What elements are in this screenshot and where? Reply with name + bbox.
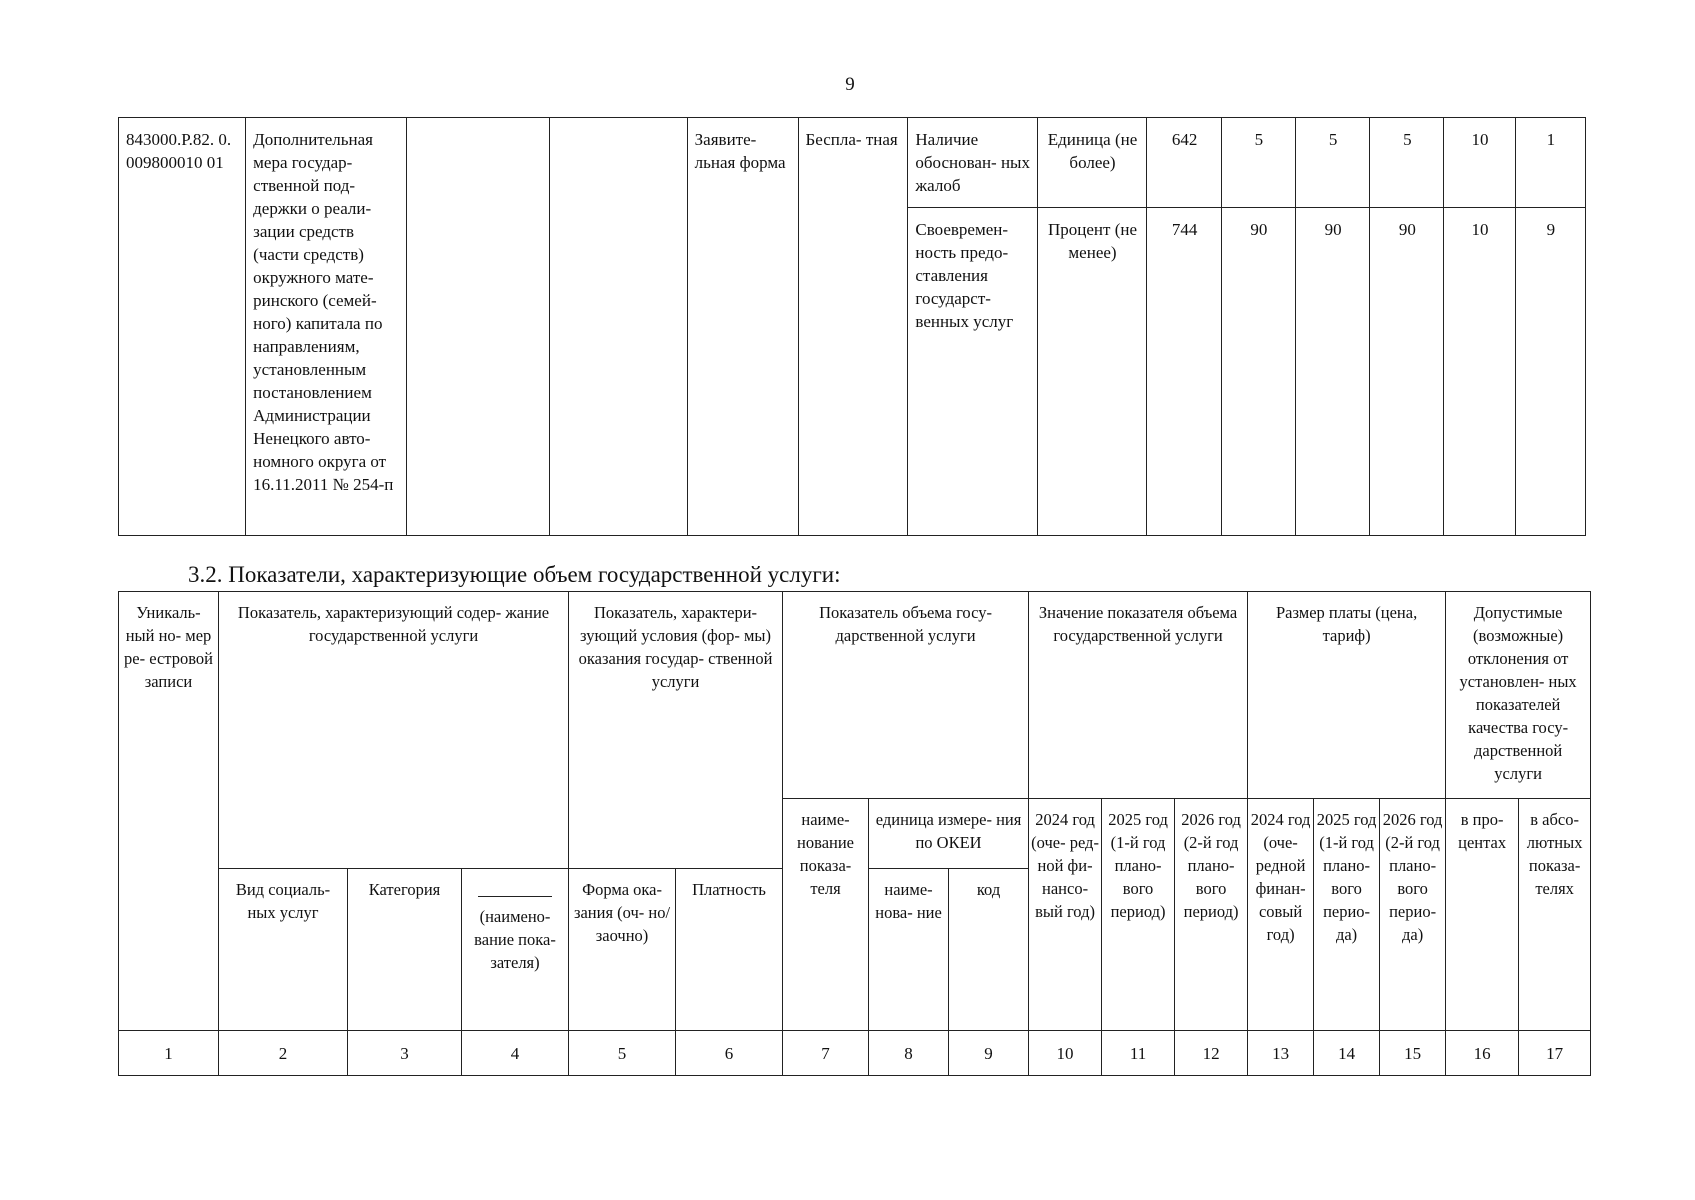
indicator-code-cell: 642 bbox=[1147, 118, 1221, 208]
header-payment: Платность bbox=[676, 869, 783, 1031]
value-2026-cell: 90 bbox=[1370, 208, 1444, 536]
header-unit-code: код bbox=[949, 869, 1029, 1031]
header-deviation-abs: в абсо- лютных показа- телях bbox=[1519, 799, 1591, 1031]
column-number: 8 bbox=[869, 1031, 949, 1076]
service-name-cell: Дополнительная мера государ- ственной под- держки о реали- зации средств (части средств) окружного мате- ринского (семей- ного) капитала по направлениям, установленным постановлением Администрации Ненецкого авто- номного округа от 16.11.2011 № 254-п bbox=[246, 118, 407, 536]
header-unique-number: Уникаль- ный но- мер ре- естровой записи bbox=[119, 592, 219, 1031]
page-number: 9 bbox=[845, 74, 855, 95]
header-unit-name: наиме- нова- ние bbox=[869, 869, 949, 1031]
column-number: 7 bbox=[783, 1031, 869, 1076]
header-content-indicator: Показатель, характеризующий содер- жание государственной услуги bbox=[219, 592, 569, 869]
column-number: 16 bbox=[1446, 1031, 1519, 1076]
indicator-unit-cell: Единица (не более) bbox=[1037, 118, 1147, 208]
header-indicator-name-label: (наимено- вание пока- зателя) bbox=[474, 907, 556, 972]
column-number: 9 bbox=[949, 1031, 1029, 1076]
header-indicator-name bbox=[462, 869, 569, 1031]
section-heading: 3.2. Показатели, характеризующие объем государственной услуги: bbox=[188, 562, 841, 587]
value-2025-cell: 5 bbox=[1295, 118, 1369, 208]
header-volume-value: Значение показателя объема государственной услуги bbox=[1029, 592, 1248, 799]
deviation-percent-cell: 10 bbox=[1444, 208, 1515, 536]
indicator-name-cell: Наличие обоснован- ных жалоб bbox=[908, 118, 1037, 208]
header-deviation-percent: в про- центах bbox=[1446, 799, 1519, 1031]
column-number: 5 bbox=[569, 1031, 676, 1076]
column-number: 17 bbox=[1519, 1031, 1591, 1076]
deviation-abs-cell: 9 bbox=[1515, 208, 1585, 536]
column-number: 12 bbox=[1175, 1031, 1248, 1076]
column-number: 13 bbox=[1248, 1031, 1314, 1076]
header-fee-2024: 2024 год (оче- редной финан- совый год) bbox=[1248, 799, 1314, 1031]
header-value-2026: 2026 год (2-й год плано- вого период) bbox=[1175, 799, 1248, 1031]
header-volume-indicator: Показатель объема госу- дарственной услуги bbox=[783, 592, 1029, 799]
column-number: 14 bbox=[1314, 1031, 1380, 1076]
deviation-percent-cell: 10 bbox=[1444, 118, 1515, 208]
column-number: 2 bbox=[219, 1031, 348, 1076]
indicator-unit-cell: Процент (не менее) bbox=[1037, 208, 1147, 536]
value-2025-cell: 90 bbox=[1295, 208, 1369, 536]
header-fee: Размер платы (цена, тариф) bbox=[1248, 592, 1446, 799]
indicator-name-cell: Своевремен- ность предо- ставления государст- венных услуг bbox=[908, 208, 1037, 536]
header-fee-2026: 2026 год (2-й год плано- вого перио- да) bbox=[1380, 799, 1446, 1031]
quality-indicators-table bbox=[118, 117, 1586, 536]
table-row bbox=[119, 118, 1586, 208]
blank-line bbox=[478, 878, 552, 897]
header-value-2025: 2025 год (1-й год плано- вого период) bbox=[1102, 799, 1175, 1031]
empty-cell bbox=[406, 118, 549, 536]
header-value-2024: 2024 год (оче- ред- ной фи- нансо- вый год) bbox=[1029, 799, 1102, 1031]
volume-indicators-table bbox=[118, 591, 1591, 1076]
column-numbers-row bbox=[119, 1031, 1591, 1076]
table-row bbox=[119, 592, 1591, 799]
column-number: 6 bbox=[676, 1031, 783, 1076]
column-number: 11 bbox=[1102, 1031, 1175, 1076]
header-conditions-indicator: Показатель, характери- зующий условия (фор- мы) оказания государ- ственной услуги bbox=[569, 592, 783, 869]
column-number: 15 bbox=[1380, 1031, 1446, 1076]
header-category: Категория bbox=[348, 869, 462, 1031]
deviation-abs-cell: 1 bbox=[1515, 118, 1585, 208]
value-2024-cell: 90 bbox=[1221, 208, 1295, 536]
value-2026-cell: 5 bbox=[1370, 118, 1444, 208]
header-deviation: Допустимые (возможные) отклонения от установлен- ных показателей качества госу- дарственной услуги bbox=[1446, 592, 1591, 799]
header-fee-2025: 2025 год (1-й год плано- вого перио- да) bbox=[1314, 799, 1380, 1031]
column-number: 1 bbox=[119, 1031, 219, 1076]
header-form: Форма ока- зания (оч- но/заочно) bbox=[569, 869, 676, 1031]
header-unit-okei: единица измере- ния по ОКЕИ bbox=[869, 799, 1029, 869]
form-cell: Заявите- льная форма bbox=[687, 118, 798, 536]
header-volume-name: наиме- нование показа- теля bbox=[783, 799, 869, 1031]
indicator-code-cell: 744 bbox=[1147, 208, 1221, 536]
empty-cell bbox=[550, 118, 687, 536]
registry-code-cell: 843000.Р.82. 0.009800010 01 bbox=[119, 118, 246, 536]
column-number: 3 bbox=[348, 1031, 462, 1076]
payment-cell: Беспла- тная bbox=[798, 118, 908, 536]
header-vid-social: Вид социаль- ных услуг bbox=[219, 869, 348, 1031]
column-number: 10 bbox=[1029, 1031, 1102, 1076]
column-number: 4 bbox=[462, 1031, 569, 1076]
value-2024-cell: 5 bbox=[1221, 118, 1295, 208]
